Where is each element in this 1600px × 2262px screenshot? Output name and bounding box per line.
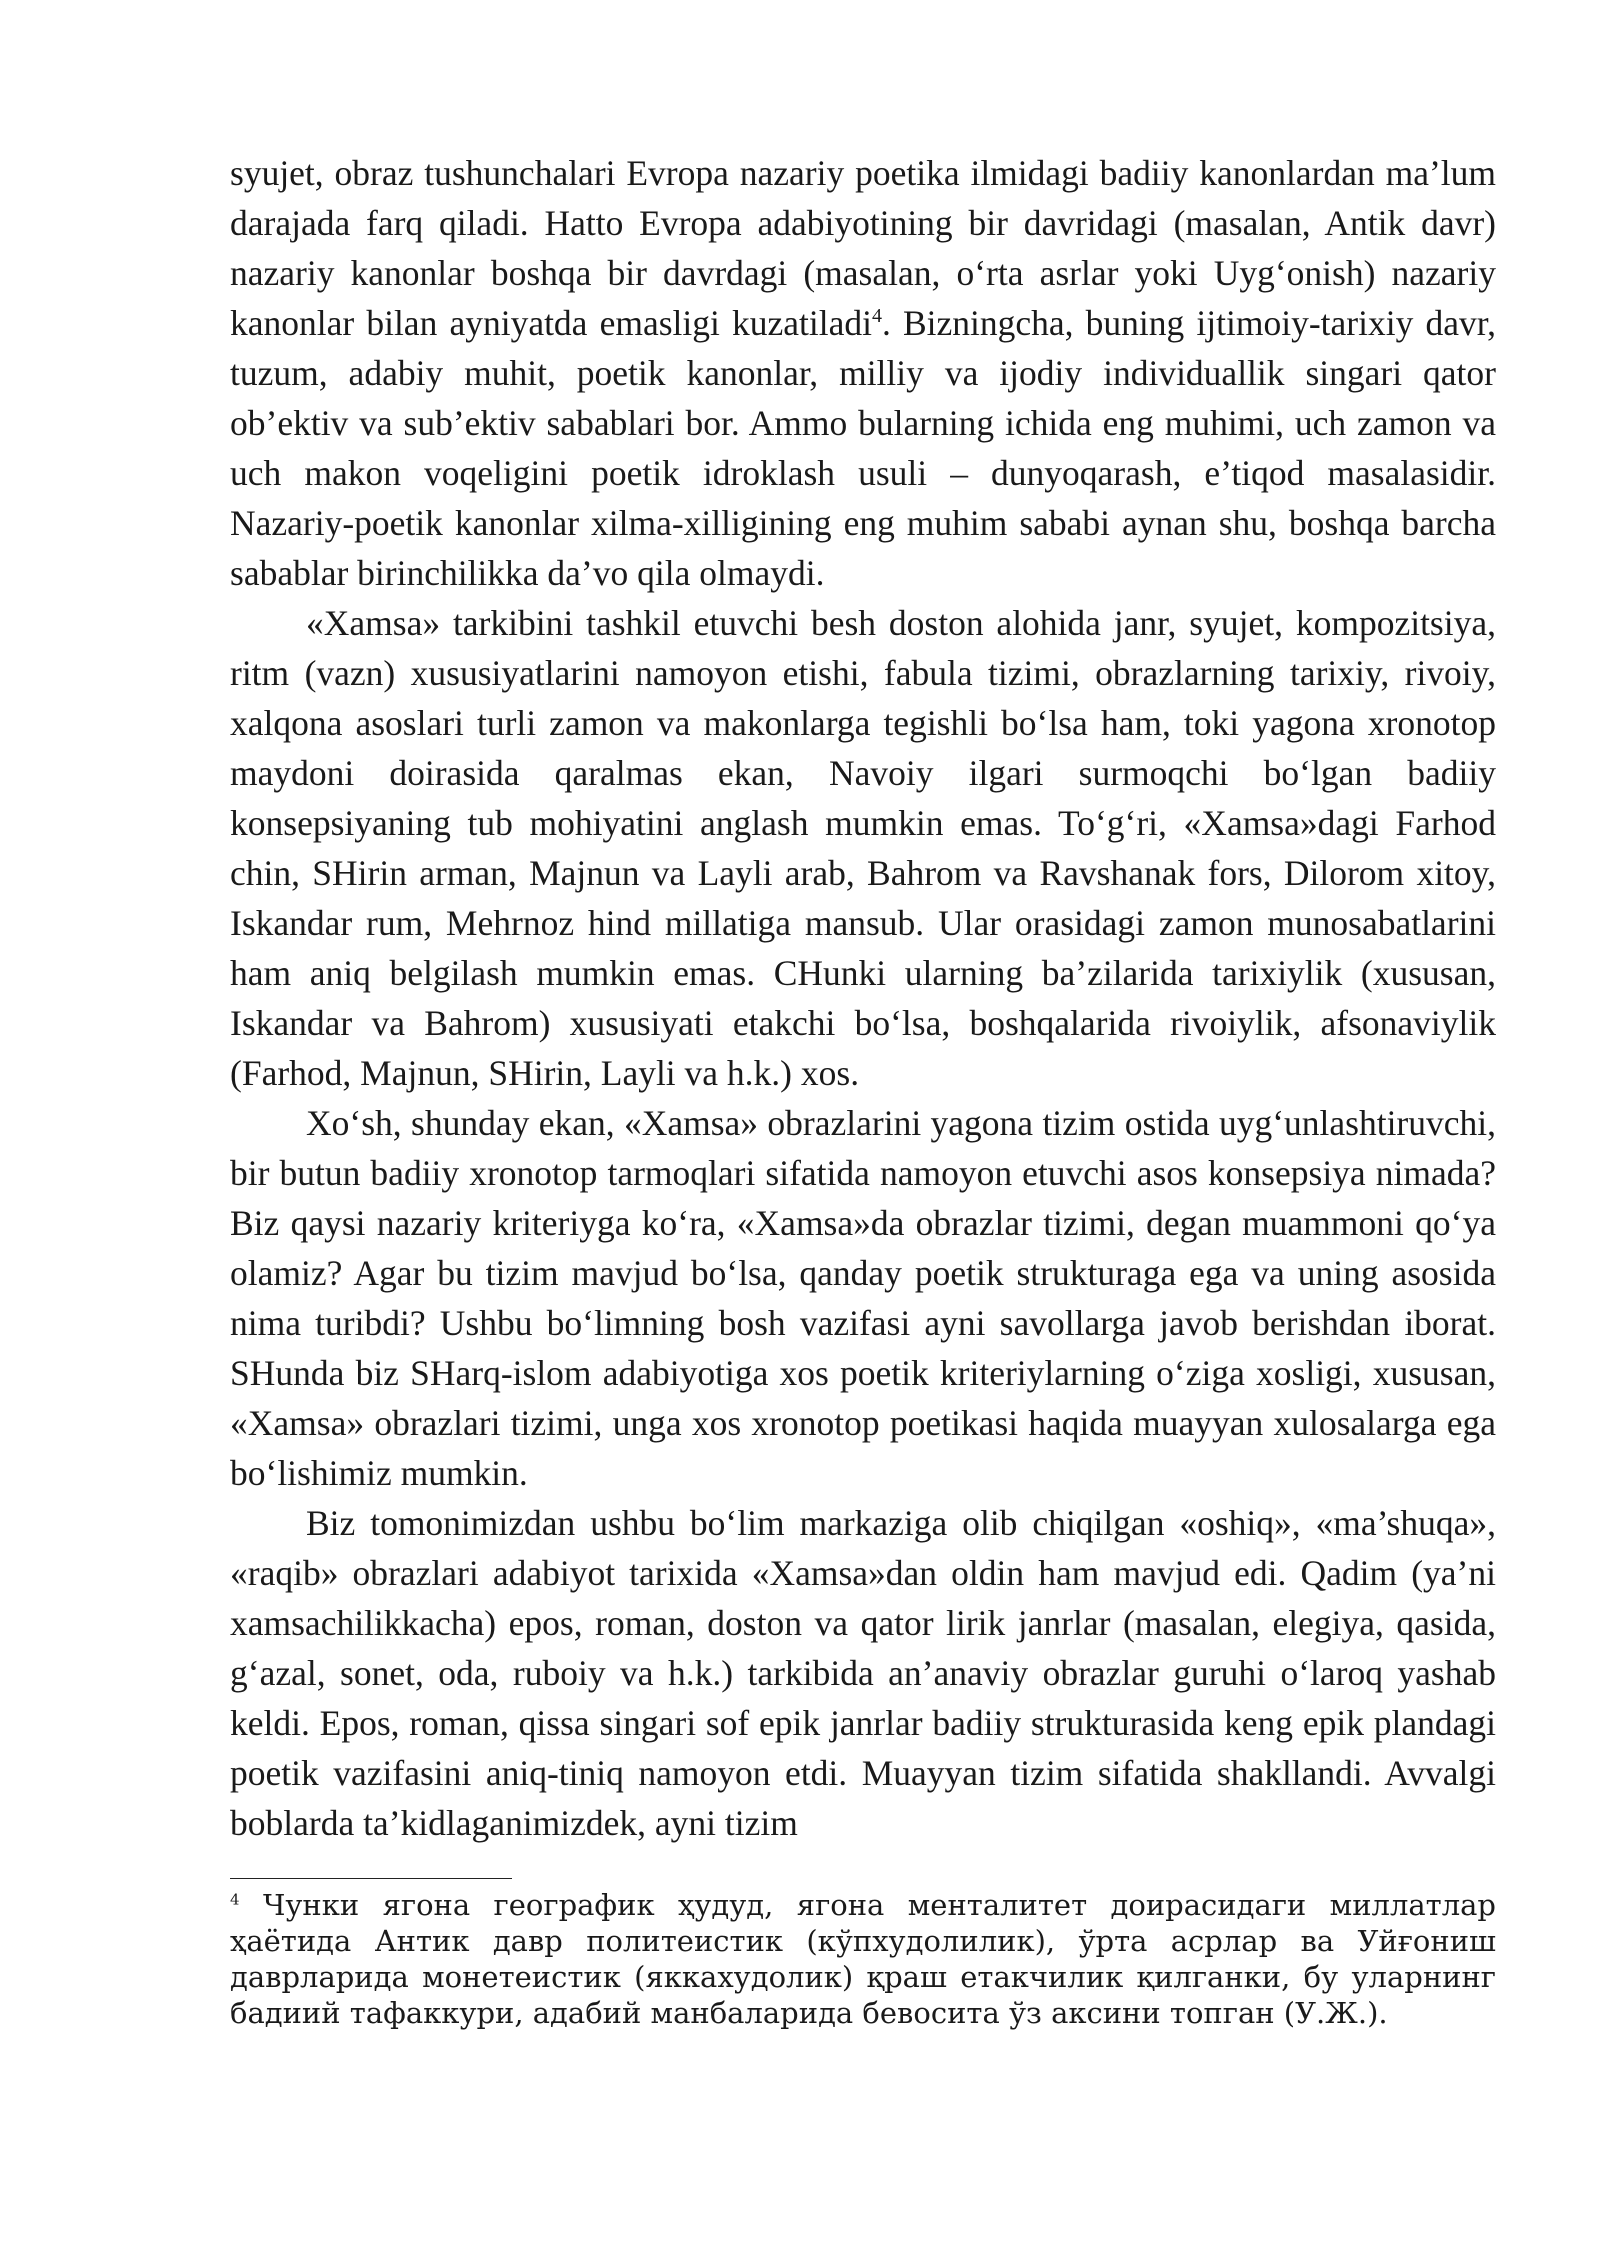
footnote-text: Чунки ягона географик ҳудуд, ягона менталитет доирасидаги миллатлар ҳаётида Антик давр политеистик (кўпхудолилик), ўрта асрлар ва Уйғониш даврларида монетеистик (яккахудолик) қраш етакчилик қилганки, бу уларнинг бадиий тафаккури, адабий манбаларида бевосита ўз аксини топган (У.Ж.). (230, 1888, 1496, 2030)
paragraph-1-text-end: . Bizningcha, buning ijtimoiy-tarixiy davr, tuzum, adabiy muhit, poetik kanonlar, milliy va ijodiy individuallik singari qator ob’ektiv va sub’ektiv sabablari bor. Ammo bularning ichida eng muhimi, uch zamon va uch makon voqeligini poetik idroklash usuli – dunyoqarash, e’tiqod masalasidir. Nazariy-poetik kanonlar xilma-xilligining eng muhim sababi aynan shu, boshqa barcha sabablar birinchilikka da’vo qila olmaydi. (230, 303, 1496, 593)
paragraph-1-text-start: syujet, obraz tushunchalari Evropa nazariy poetika ilmidagi badiiy kanonlardan ma’lum darajada farq qiladi. Hatto Evropa adabiyotining bir davridagi (masalan, Antik davr) nazariy kanonlar boshqa bir davrdagi (masalan, o‘rta asrlar yoki Uyg‘onish) nazariy kanonlar bilan ayniyatda emasligi kuzatiladi (230, 153, 1496, 343)
footnote (230, 1887, 1496, 2031)
paragraph-3: Xo‘sh, shunday ekan, «Xamsa» obrazlarini yagona tizim ostida uyg‘unlashtiruvchi, bir butun badiiy xronotop tarmoqlari sifatida namoyon etuvchi asos konsepsiya nimada? Biz qaysi nazariy kriteriyga ko‘ra, «Xamsa»da obrazlar tizimi, degan muammoni qo‘ya olamiz? Agar bu tizim mavjud bo‘lsa, qanday poetik strukturaga ega va uning asosida nima turibdi? Ushbu bo‘limning bosh vazifasi ayni savollarga javob berishdan iborat. SHunda biz SHarq-islom adabiyotiga xos poetik kriteriylarning o‘ziga xosligi, xususan, «Xamsa» obrazlari tizimi, unga xos xronotop poetikasi haqida muayyan xulosalarga ega bo‘lishimiz mumkin. (230, 1103, 1496, 1493)
footnote-reference[interactable]: 4 (871, 305, 882, 328)
footnote-separator (230, 1878, 512, 1879)
document-page (230, 148, 1496, 2031)
footnote-number: 4 (230, 1890, 240, 1909)
paragraph-2: «Xamsa» tarkibini tashkil etuvchi besh doston alohida janr, syujet, kompozitsiya, ritm (vazn) xususiyatlarini namoyon etishi, fabula tizimi, obrazlarning tarixiy, rivoiy, xalqona asoslari turli zamon va makonlarga tegishli bo‘lsa ham, toki yagona xronotop maydoni doirasida qaralmas ekan, Navoiy ilgari surmoqchi bo‘lgan badiiy konsepsiyaning tub mohiyatini anglash mumkin emas. To‘g‘ri, «Xamsa»dagi Farhod chin, SHirin arman, Majnun va Layli arab, Bahrom va Ravshanak fors, Dilorom xitoy, Iskandar rum, Mehrnoz hind millatiga mansub. Ular orasidagi zamon munosabatlarini ham aniq belgilash mumkin emas. CHunki ularning ba’zilarida tarixiylik (xususan, Iskandar va Bahrom) xususiyati etakchi bo‘lsa, boshqalarida rivoiylik, afsonaviylik (Farhod, Majnun, SHirin, Layli va h.k.) xos. (230, 603, 1496, 1093)
paragraph-1 (230, 148, 1496, 598)
paragraph-4: Biz tomonimizdan ushbu bo‘lim markaziga olib chiqilgan «oshiq», «ma’shuqa», «raqib» obrazlari adabiyot tarixida «Xamsa»dan oldin ham mavjud edi. Qadim (ya’ni xamsachilikkacha) epos, roman, doston va qator lirik janrlar (masalan, elegiya, qasida, g‘azal, sonet, oda, ruboiy va h.k.) tarkibida an’anaviy obrazlar guruhi o‘laroq yashab keldi. Epos, roman, qissa singari sof epik janrlar badiiy strukturasida keng epik plandagi poetik vazifasini aniq-tiniq namoyon etdi. Muayyan tizim sifatida shakllandi. Avvalgi boblarda ta’kidlaganimizdek, ayni tizim (230, 1503, 1496, 1843)
